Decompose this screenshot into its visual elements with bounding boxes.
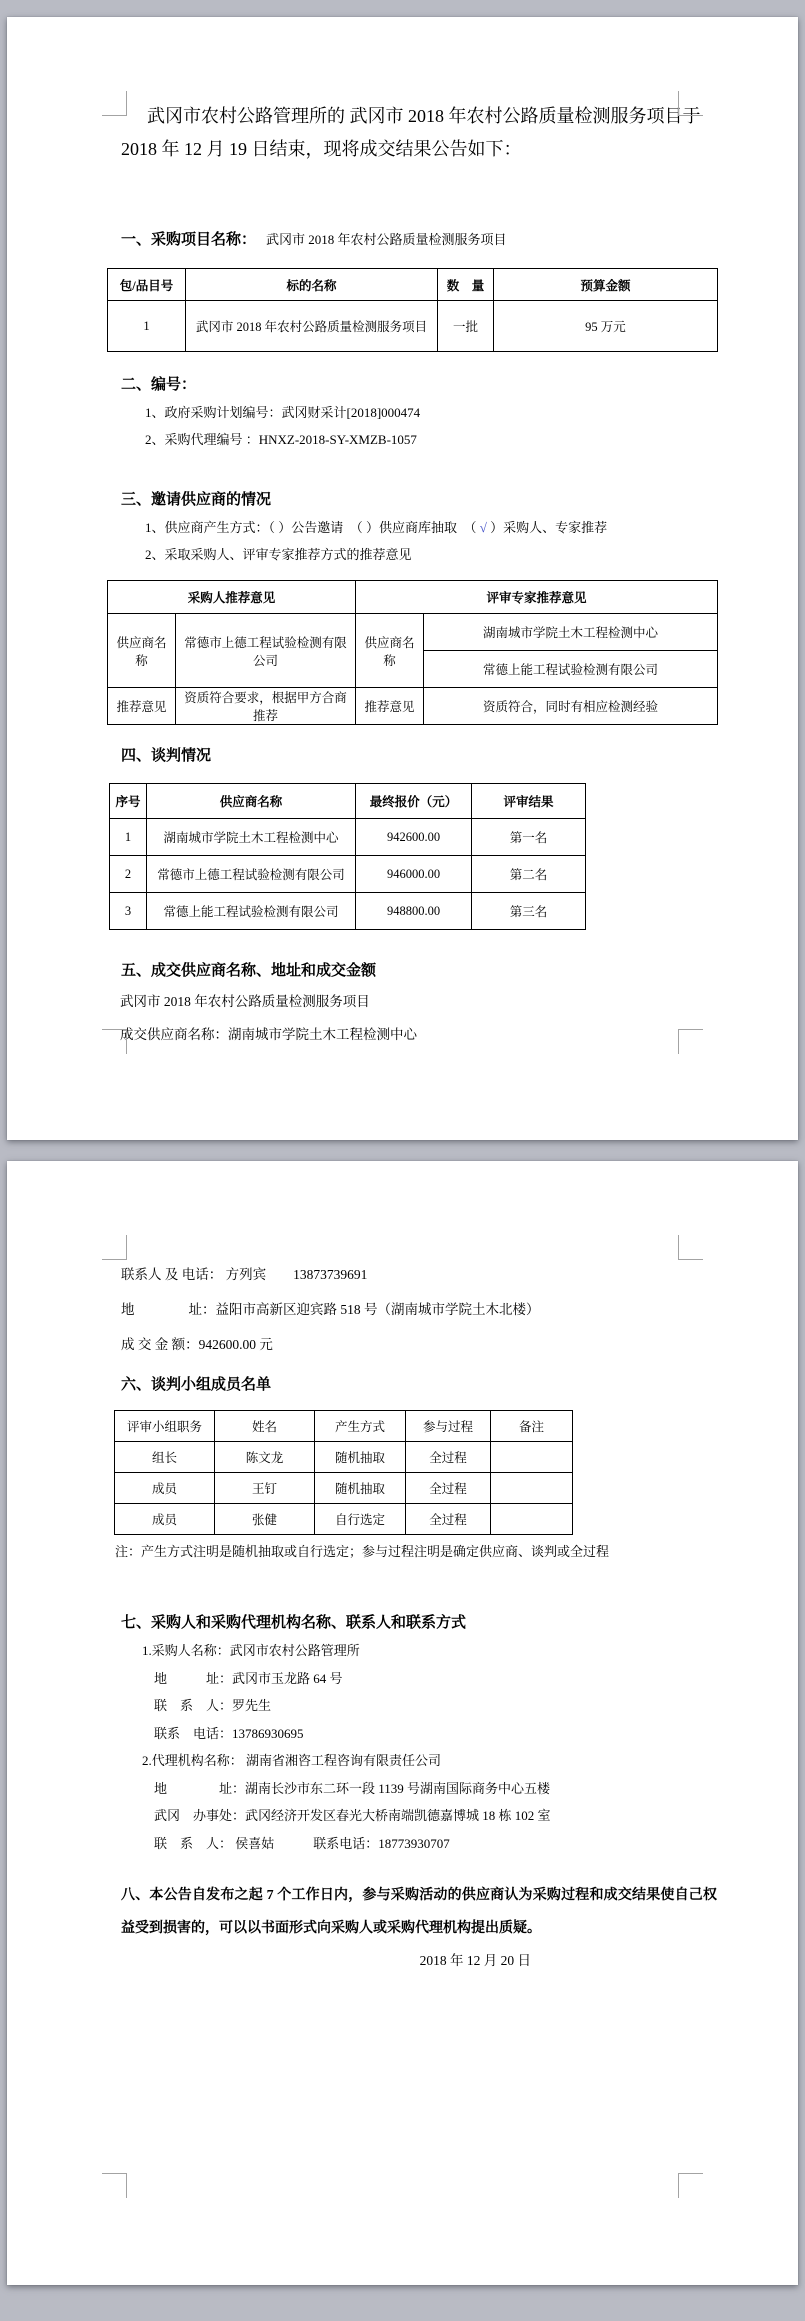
section-1-heading-row <box>121 226 703 254</box>
table-cell: 1 <box>110 819 147 856</box>
table-cell: 948800.00 <box>356 893 472 930</box>
purchaser-name-line: 1.采购人名称：武冈市农村公路管理所 <box>142 1643 360 1658</box>
header-cell: 采购人推荐意见 <box>108 581 356 614</box>
table-cell: 成员 <box>115 1504 215 1535</box>
page-1 <box>7 17 798 1140</box>
table-cell: 全过程 <box>406 1473 491 1504</box>
header-cell: 产生方式 <box>315 1411 406 1442</box>
table-cell: 95 万元 <box>494 301 718 352</box>
section-5-line: 成交供应商名称：湖南城市学院土木工程检测中心 <box>120 1027 417 1042</box>
header-cell: 标的名称 <box>186 269 438 301</box>
table-row <box>108 301 718 352</box>
table-cell <box>491 1504 573 1535</box>
intro-paragraph: 武冈市农村公路管理所的 武冈市 2018 年农村公路质量检测服务项目于 2018 年 12 月 19 日结束，现将成交结果公告如下： <box>121 106 701 159</box>
table-row <box>110 856 586 893</box>
agency-office-line: 武冈 办事处：武冈经济开发区春光大桥南端凯德嘉博城 18 栋 102 室 <box>154 1808 551 1823</box>
section-5-heading: 五、成交供应商名称、地址和成交金额 <box>121 963 377 979</box>
header-cell: 包/品目号 <box>108 269 186 301</box>
purchaser-contact-line: 联 系 人：罗先生 <box>154 1698 272 1713</box>
header-cell: 姓名 <box>215 1411 315 1442</box>
table-header-row <box>108 269 718 301</box>
method-text-after: ）采购人、专家推荐 <box>486 520 608 535</box>
section-6-heading: 六、谈判小组成员名单 <box>121 1377 272 1393</box>
table-cell: 组长 <box>115 1442 215 1473</box>
table-cell: 资质符合，同时有相应检测经验 <box>424 688 718 725</box>
table-cell: 全过程 <box>406 1504 491 1535</box>
winner-amount-line: 成 交 金 额：942600.00 元 <box>121 1337 273 1352</box>
margin-mark-top-right <box>678 91 703 116</box>
table-row <box>115 1504 573 1535</box>
agency-contact-line: 联 系 人： 侯喜姑 联系电话：18773930707 <box>154 1835 450 1851</box>
header-cell: 备注 <box>491 1411 573 1442</box>
winner-contact-line: 联系人 及 电话： 方列宾 13873739691 <box>121 1267 368 1282</box>
page-2-content <box>7 1161 798 1974</box>
table-row <box>110 893 586 930</box>
table-cell: 3 <box>110 893 147 930</box>
table-cell: 946000.00 <box>356 856 472 893</box>
table-cell: 第二名 <box>472 856 586 893</box>
section-1-heading: 一、采购项目名称： <box>121 232 257 248</box>
section-8-paragraph: 八、本公告自发布之起 7 个工作日内，参与采购活动的供应商认为采购过程和成交结果使自己权益受到损害的，可以以书面形式向采购人或采购代理机构提出质疑。 <box>121 1888 717 1936</box>
table-row <box>115 1442 573 1473</box>
procurement-item-table <box>107 268 718 352</box>
purchaser-address-line: 地 址：武冈市玉龙路 64 号 <box>154 1670 343 1686</box>
section-4-heading: 四、谈判情况 <box>121 748 212 764</box>
section-3-heading: 三、邀请供应商的情况 <box>121 492 272 508</box>
header-cell: 序号 <box>110 784 147 819</box>
winner-address-line: 地 址：益阳市高新区迎宾路 518 号（湖南城市学院土木北楼） <box>121 1302 540 1317</box>
announcement-date: 2018 年 12 月 20 日 <box>419 1953 531 1968</box>
table-cell: 全过程 <box>406 1442 491 1473</box>
table-cell: 常德市上德工程试验检测有限公司 <box>176 614 356 688</box>
header-cell: 评审小组职务 <box>115 1411 215 1442</box>
margin-mark-bottom-right <box>678 1029 703 1054</box>
negotiation-result-table <box>109 783 586 930</box>
table-cell: 2 <box>110 856 147 893</box>
table-cell: 常德上能工程试验检测有限公司 <box>424 651 718 688</box>
margin-mark-top-right <box>678 1235 703 1260</box>
section-3-item-method <box>145 514 703 541</box>
table-row <box>108 688 718 725</box>
section-1-value: 武冈市 2018 年农村公路质量检测服务项目 <box>266 232 507 247</box>
table-cell: 第三名 <box>472 893 586 930</box>
row-label-cell: 供应商名称 <box>108 614 176 688</box>
agency-name-line: 2.代理机构名称： 湖南省湘咨工程咨询有限责任公司 <box>142 1753 442 1768</box>
table-row <box>108 614 718 651</box>
page-2 <box>7 1161 798 2285</box>
table-cell: 武冈市 2018 年农村公路质量检测服务项目 <box>186 301 438 352</box>
table-cell: 陈文龙 <box>215 1442 315 1473</box>
section-2-item: 1、政府采购计划编号：武冈财采计[2018]000474 <box>145 405 421 420</box>
table-cell: 随机抽取 <box>315 1473 406 1504</box>
table-cell: 一批 <box>438 301 494 352</box>
margin-mark-bottom-left <box>102 2173 127 2198</box>
table-header-row <box>115 1411 573 1442</box>
section-2-heading: 二、编号： <box>121 377 197 393</box>
header-cell: 最终报价（元） <box>356 784 472 819</box>
document-viewer-background <box>0 17 805 2321</box>
recommendation-table <box>107 580 718 725</box>
section-7-heading: 七、采购人和采购代理机构名称、联系人和联系方式 <box>121 1615 467 1631</box>
table-cell: 常德市上德工程试验检测有限公司 <box>147 856 356 893</box>
table-cell: 随机抽取 <box>315 1442 406 1473</box>
purchaser-phone-line: 联系 电话：13786930695 <box>154 1725 304 1741</box>
margin-mark-top-left <box>102 91 127 116</box>
row-label-cell: 推荐意见 <box>108 688 176 725</box>
margin-mark-bottom-left <box>102 1029 127 1054</box>
table-row <box>115 1473 573 1504</box>
table-cell: 王钉 <box>215 1473 315 1504</box>
page-1-content <box>7 17 798 1051</box>
check-mark: √ <box>479 520 487 535</box>
header-cell: 供应商名称 <box>147 784 356 819</box>
row-label-cell: 供应商名称 <box>356 614 424 688</box>
section-5-line: 武冈市 2018 年农村公路质量检测服务项目 <box>120 994 370 1009</box>
table-cell: 常德上能工程试验检测有限公司 <box>147 893 356 930</box>
table-cell: 成员 <box>115 1473 215 1504</box>
table-cell: 湖南城市学院土木工程检测中心 <box>147 819 356 856</box>
margin-mark-bottom-right <box>678 2173 703 2198</box>
table-cell: 942600.00 <box>356 819 472 856</box>
table-header-row <box>108 581 718 614</box>
table-cell <box>491 1473 573 1504</box>
table-cell: 资质符合要求，根据甲方合商推荐 <box>176 688 356 725</box>
header-cell: 评审结果 <box>472 784 586 819</box>
header-cell: 评审专家推荐意见 <box>356 581 718 614</box>
method-text-before: 1、供应商产生方式：（ ）公告邀请 （ ）供应商库抽取 （ <box>145 520 480 535</box>
header-cell: 参与过程 <box>406 1411 491 1442</box>
section-3-item: 2、采取采购人、评审专家推荐方式的推荐意见 <box>145 547 412 562</box>
table-cell <box>491 1442 573 1473</box>
table-cell: 湖南城市学院土木工程检测中心 <box>424 614 718 651</box>
table-row <box>110 819 586 856</box>
table-cell: 自行选定 <box>315 1504 406 1535</box>
margin-mark-top-left <box>102 1235 127 1260</box>
header-cell: 预算金额 <box>494 269 718 301</box>
panel-members-table <box>114 1410 573 1535</box>
table-footnote: 注：产生方式注明是随机抽取或自行选定；参与过程注明是确定供应商、谈判或全过程 <box>115 1544 610 1559</box>
header-cell: 数 量 <box>438 269 494 301</box>
table-cell: 张健 <box>215 1504 315 1535</box>
table-header-row <box>110 784 586 819</box>
table-cell: 1 <box>108 301 186 352</box>
agency-address-line: 地 址：湖南长沙市东二环一段 1139 号湖南国际商务中心五楼 <box>154 1780 551 1796</box>
section-2-item: 2、采购代理编号 ：HNXZ-2018-SY-XMZB-1057 <box>145 432 417 447</box>
row-label-cell: 推荐意见 <box>356 688 424 725</box>
table-cell: 第一名 <box>472 819 586 856</box>
